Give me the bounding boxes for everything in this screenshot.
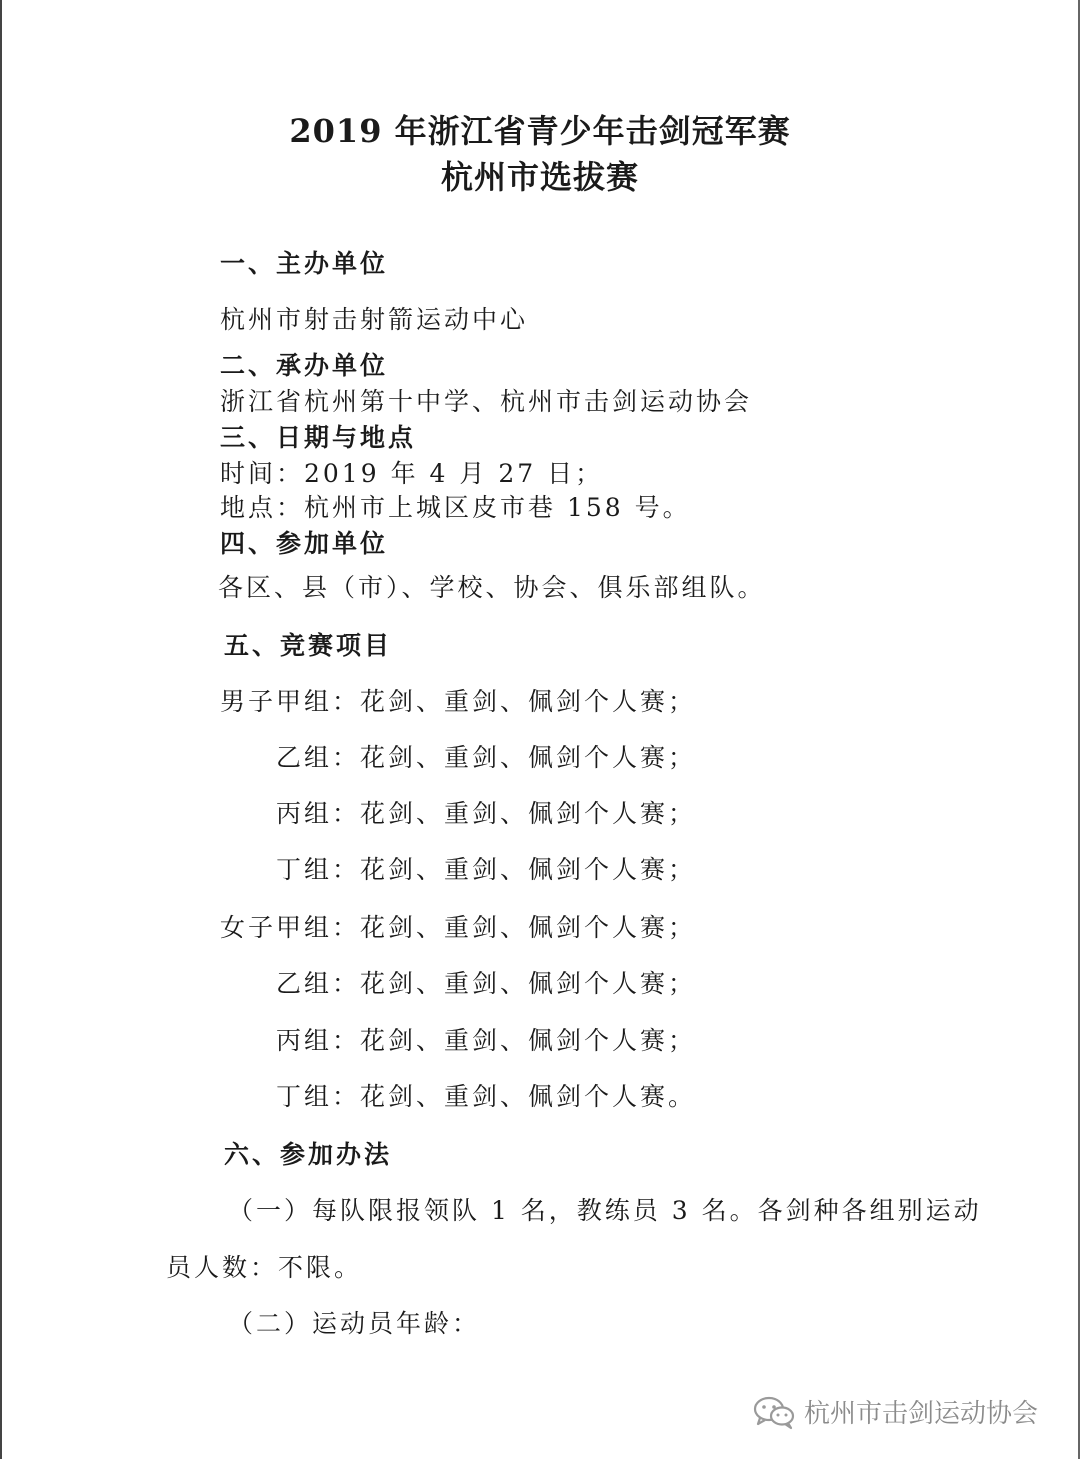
- competition-item: 男子甲组：花剑、重剑、佩剑个人赛；: [220, 687, 697, 716]
- section4-heading: 四、参加单位: [220, 529, 389, 558]
- competition-item: 丁组：花剑、重剑、佩剑个人赛。: [276, 1082, 697, 1111]
- wechat-watermark: [752, 1393, 1038, 1430]
- section2-heading: 二、承办单位: [220, 351, 389, 380]
- competition-item: 女子甲组：花剑、重剑、佩剑个人赛；: [220, 913, 697, 942]
- section3-place: 地点：杭州市上城区皮市巷 158 号。: [220, 493, 691, 522]
- page-border-left: [0, 0, 2, 1459]
- section3-heading: 三、日期与地点: [220, 423, 417, 452]
- watermark-text: 杭州市击剑运动协会: [804, 1399, 1039, 1429]
- section4-body: 各区、县（市）、学校、协会、俱乐部组队。: [218, 573, 766, 602]
- competition-item: 丁组：花剑、重剑、佩剑个人赛；: [276, 855, 697, 884]
- competition-item: 乙组：花剑、重剑、佩剑个人赛；: [276, 743, 697, 772]
- section6-para1-line2: 员人数：不限。: [166, 1253, 363, 1282]
- document-subtitle: 杭州市选拔赛: [440, 158, 639, 196]
- wechat-icon: [752, 1394, 796, 1430]
- section6-para1-line1: （一）每队限报领队 1 名，教练员 3 名。各剑种各组别运动: [228, 1196, 982, 1225]
- section6-para2: （二）运动员年龄：: [228, 1309, 481, 1338]
- document-title: 2019 年浙江省青少年击剑冠军赛: [289, 112, 791, 150]
- competition-item: 丙组：花剑、重剑、佩剑个人赛；: [276, 1026, 697, 1055]
- competition-item: 丙组：花剑、重剑、佩剑个人赛；: [276, 799, 697, 828]
- section6-heading: 六、参加办法: [224, 1140, 393, 1169]
- section2-body: 浙江省杭州第十中学、杭州市击剑运动协会: [220, 387, 753, 416]
- competition-item: 乙组：花剑、重剑、佩剑个人赛；: [276, 969, 697, 998]
- section5-heading: 五、竞赛项目: [224, 631, 393, 660]
- section3-time: 时间：2019 年 4 月 27 日；: [220, 459, 604, 488]
- section1-body: 杭州市射击射箭运动中心: [220, 305, 529, 334]
- section1-heading: 一、主办单位: [220, 249, 389, 278]
